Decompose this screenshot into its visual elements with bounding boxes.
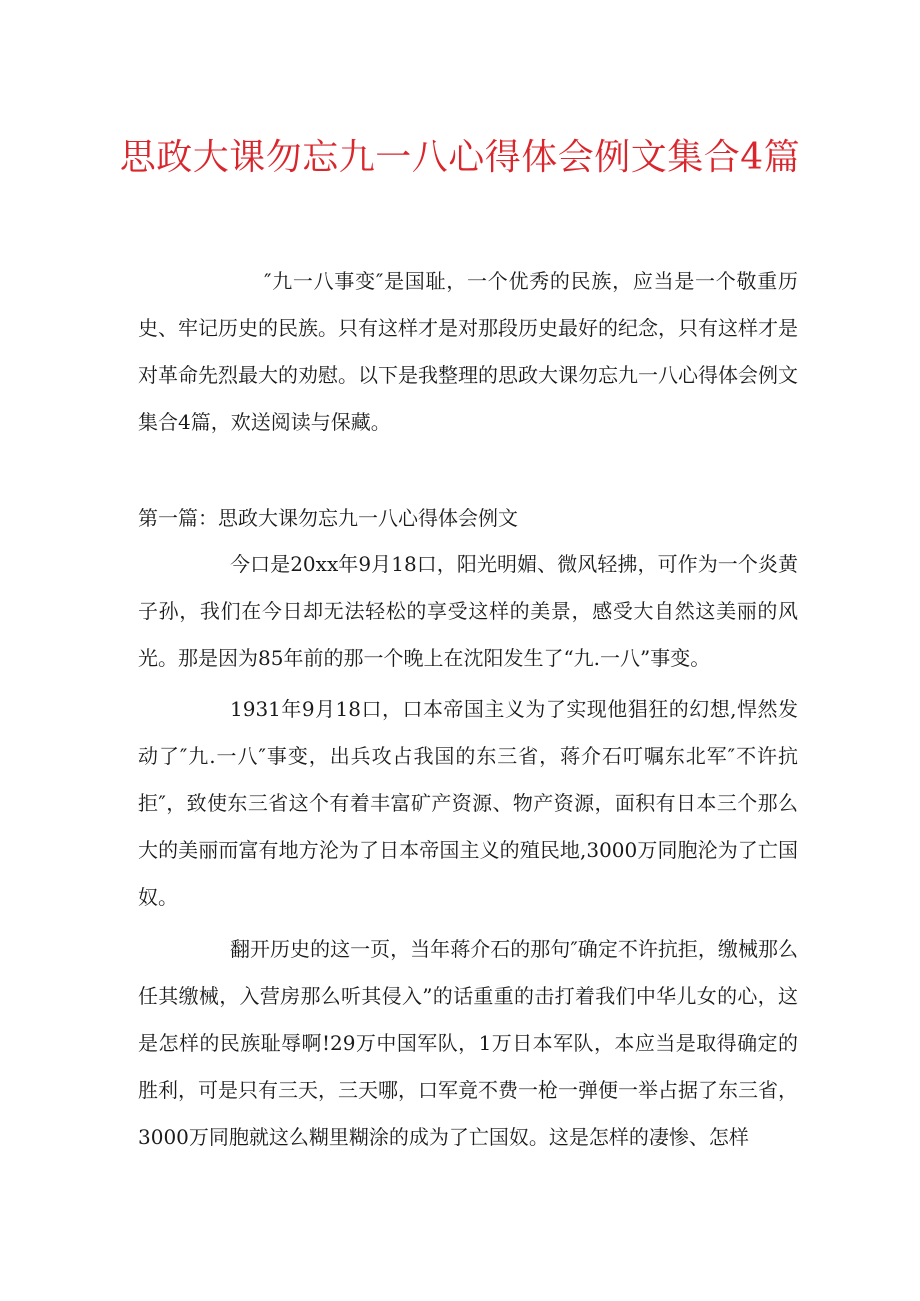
body-paragraph-2: 1931年9月18口，口本帝国主义为了实现他猖狂的幻想,悍然发动了″九.一八″事变，出兵攻占我国的东三省，蒋介石叮嘱东北军″不许抗拒″，致使东三省这个有着丰富矿产资源、物产资源，面积有日本三个那么大的美丽而富有地方沦为了日本帝国主义的殖民地,3000万同胞沦为了亡国奴。 <box>138 697 798 909</box>
body-paragraph-3: 翻开历史的这一页，当年蒋介石的那句″确定不许抗拒，缴械那么任其缴械，入营房那么听其侵入”的话重重的击打着我们中华儿女的心，这是怎样的民族耻辱啊!29万中国军队，1万日本军队，本应当是取得确定的胜利，可是只有三天，三天哪，口军竟不费一枪一弹便一举占据了东三省，3000万同胞就这么糊里糊涂的成为了亡国奴。这是怎样的凄惨、怎样 <box>138 937 798 1149</box>
section-heading: 第一篇：思政大课勿忘九一八心得体会例文 <box>138 506 518 530</box>
body-paragraph-1: 今口是20xx年9月18口，阳光明媚、微风轻拂，可作为一个炎黄子孙，我们在今日却无法轻松的享受这样的美景，感受大自然这美丽的风光。那是因为85年前的那一个晚上在沈阳发生了“九.一八”事变。 <box>138 552 798 670</box>
intro-paragraph: ″九一八事变″是国耻，一个优秀的民族，应当是一个敬重历史、牢记历史的民族。只有这样才是对那段历史最好的纪念，只有这样才是对革命先烈最大的劝慰。以下是我整理的思政大课勿忘九一八心得体会例文集合4篇，欢送阅读与保藏。 <box>138 269 798 434</box>
document-title: 思政大课勿忘九一八心得体会例文集合4篇 <box>119 137 801 178</box>
